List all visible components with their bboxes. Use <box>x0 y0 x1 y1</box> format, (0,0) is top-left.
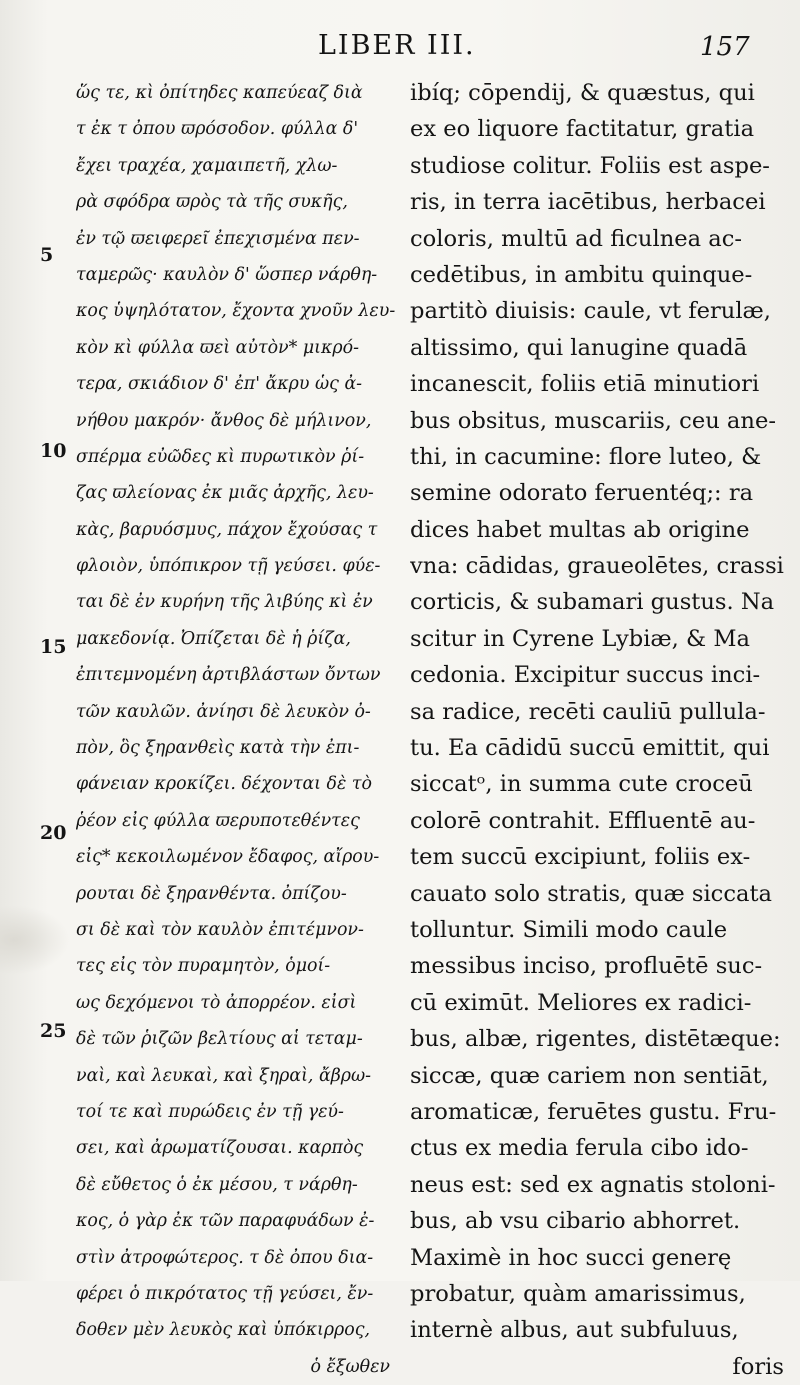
greek-text-column <box>76 75 398 1385</box>
latin-text-line: bus, ab vsu cibario abhorret. <box>410 1208 741 1235</box>
latin-text-line: siccæ, quæ cariem non sentiāt, <box>410 1062 769 1089</box>
greek-text-line: δοθεν μὲν λευκὸς καὶ ὑπόκιρρος, <box>76 1320 371 1341</box>
latin-text-line: foris <box>732 1353 784 1380</box>
latin-text-line: siccatᵒ, in summa cute croceū <box>410 771 753 798</box>
latin-text-line: internè albus, aut subfuluus, <box>410 1317 739 1344</box>
latin-text-line: ibíq; cōpendij, & quæstus, qui <box>410 80 755 106</box>
latin-text-line: ris, in terra iacētibus, herbacei <box>410 189 766 216</box>
greek-text-line: εἰς* κεκοιλωμένον ἔδαφος, αἴρου- <box>76 847 380 868</box>
greek-text-line: ἐν τῷ ϖειφερεῖ ἐπεχισμένα πεν- <box>76 228 360 249</box>
latin-text-line: studiose colitur. Foliis est aspe- <box>410 152 770 179</box>
line-number-10: 10 <box>40 440 67 462</box>
latin-text-line: partitò diuisis: caule, vt ferulæ, <box>410 298 771 325</box>
latin-text-line: tem succū excipiunt, foliis ex- <box>410 844 751 871</box>
greek-text-line: ρὰ σφόδρα ϖρὸς τὰ τῆς συκῆς, <box>76 192 348 213</box>
latin-text-line: probatur, quàm amarissimus, <box>410 1280 746 1307</box>
line-number-15: 15 <box>40 636 67 658</box>
latin-text-line: dices habet multas ab origine <box>410 516 750 543</box>
page-tear-stain <box>0 905 70 975</box>
latin-text-line: ctus ex media ferula cibo ido- <box>410 1135 749 1162</box>
greek-text-line: ἐπιτεμνομένη ἀρτιβλάστων ὄντων <box>76 665 381 686</box>
line-number-5: 5 <box>40 244 54 266</box>
latin-text-line: cedētibus, in ambitu quinque- <box>410 261 753 288</box>
greek-text-line: ἔχει τραχέα, χαμαιπετῆ, χλω- <box>76 155 338 176</box>
greek-text-line: σπέρμα εὐῶδες κὶ πυρωτικὸν ῥί- <box>76 446 365 467</box>
greek-text-line: σει, καὶ ἀρωματίζουσαι. καρπὸς <box>76 1138 364 1159</box>
greek-text-line: τες εἰς τὸν πυραμητὸν, ὁμοί- <box>76 956 331 977</box>
latin-text-line: bus obsitus, muscariis, ceu ane- <box>410 407 776 434</box>
greek-text-line: στὶν ἀτροφώτερος. τ δὲ ὀπου δια- <box>76 1247 374 1268</box>
latin-text-line: messibus inciso, profluētē suc- <box>410 953 763 980</box>
greek-text-line: τ ἐκ τ ὀπου ϖρόσοδον. φύλλα δ' <box>76 119 359 140</box>
greek-text-line: ὥς τε, κὶ ὀπίτηδες καπεύεαζ διὰ <box>76 83 363 103</box>
greek-text-line: κος ὑψηλότατον, ἔχοντα χνοῦν λευ- <box>76 301 396 322</box>
greek-text-line: δὲ τῶν ῥιζῶν βελτίους αἱ τεταμ- <box>76 1029 363 1050</box>
greek-text-line: πὸν, ὃς ξηρανθεὶς κατὰ τὴν ἐπι- <box>76 738 360 759</box>
greek-text-line: ως δεχόμενοι τὸ ἀπορρέον. εἰσὶ <box>76 992 357 1013</box>
greek-text-line: φάνειαν κροκίζει. δέχονται δὲ τὸ <box>76 774 372 795</box>
greek-text-line: ῥέον εἰς φύλλα ϖερυποτεθέντες <box>76 810 360 831</box>
latin-text-line: cedonia. Excipitur succus inci- <box>410 662 761 689</box>
latin-text-column <box>410 75 790 1385</box>
greek-text-line: δὲ εὔθετος ὁ ἐκ μέσου, τ νάρθη- <box>76 1174 358 1195</box>
latin-text-line: aromaticæ, feruētes gustu. Fru- <box>410 1098 777 1125</box>
greek-text-line: ταμερῶς· καυλὸν δ' ὥσπερ νάρθη- <box>76 264 378 285</box>
latin-text-line: tu. Ea cādidū succū emittit, qui <box>410 735 770 762</box>
greek-text-line: ὁ ἔξωθεν <box>310 1356 390 1377</box>
running-head-title: LIBER III. <box>318 30 476 61</box>
greek-text-line: νήθου μακρόν· ἄνθος δὲ μήλινον, <box>76 410 372 431</box>
latin-text-line: bus, albæ, rigentes, distētæque: <box>410 1026 781 1053</box>
greek-text-line: ναὶ, καὶ λευκαὶ, καὶ ξηραὶ, ἄβρω- <box>76 1065 372 1086</box>
greek-text-line: ται δὲ ἐν κυρήνη τῆς λιβύης κὶ ἐν <box>76 592 373 613</box>
greek-text-line: τερα, σκιάδιον δ' ἐπ' ἄκρυ ὡς ἀ- <box>76 374 363 395</box>
greek-text-line: τοί τε καὶ πυρώδεις ἐν τῇ γεύ- <box>76 1101 344 1122</box>
greek-text-line: κὰς, βαρυόσμυς, πάχον ἔχούσας τ <box>76 519 378 540</box>
latin-text-line: scitur in Cyrene Lybiæ, & Ma <box>410 625 750 652</box>
greek-text-line: φλοιὸν, ὑπόπικρον τῇ γεύσει. φύε- <box>76 556 381 577</box>
latin-text-line: coloris, multū ad ficulnea ac- <box>410 225 743 252</box>
latin-text-line: Maximè in hoc succi generę <box>410 1244 732 1271</box>
greek-text-line: μακεδονίᾳ. Ὀπίζεται δὲ ἡ ῥίζα, <box>76 628 351 649</box>
latin-text-line: sa radice, recēti cauliū pullula- <box>410 698 766 725</box>
latin-text-line: cauato solo stratis, quæ siccata <box>410 880 773 907</box>
latin-text-line: tolluntur. Simili modo caule <box>410 916 728 943</box>
latin-text-line: ex eo liquore factitatur, gratia <box>410 116 755 143</box>
latin-text-line: semine odorato feruentéq;: ra <box>410 480 754 507</box>
greek-text-line: ζας ϖλείονας ἐκ μιᾶς ἀρχῆς, λευ- <box>76 483 374 504</box>
latin-text-line: altissimo, qui lanugine quadā <box>410 334 748 361</box>
greek-text-line: τῶν καυλῶν. ἀνίησι δὲ λευκὸν ὀ- <box>76 701 371 722</box>
greek-text-line: κος, ὁ γὰρ ἐκ τῶν παραφυάδων ἐ- <box>76 1211 375 1232</box>
latin-text-line: incanescit, foliis etiā minutiori <box>410 371 760 398</box>
latin-text-line: corticis, & subamari gustus. Na <box>410 589 775 616</box>
greek-text-line: σι δὲ καὶ τὸν καυλὸν ἐπιτέμνον- <box>76 919 364 940</box>
line-number-20: 20 <box>40 822 67 844</box>
greek-text-line: κὸν κὶ φύλλα ϖεὶ αὐτὸν* μικρό- <box>76 337 359 358</box>
latin-text-line: neus est: sed ex agnatis stoloni- <box>410 1171 776 1198</box>
greek-text-line: φέρει ὁ πικρότατος τῇ γεύσει, ἔν- <box>76 1283 374 1304</box>
latin-text-line: thi, in cacumine: flore luteo, & <box>410 443 762 470</box>
latin-text-line: cū eximūt. Meliores ex radici- <box>410 989 752 1016</box>
latin-text-line: vna: cādidas, graueolētes, crassi <box>410 553 784 580</box>
greek-text-line: ρουται δὲ ξηρανθέντα. ὀπίζου- <box>76 883 347 904</box>
line-number-25: 25 <box>40 1020 67 1042</box>
page-number: 157 <box>700 32 750 62</box>
latin-text-line: colorē contrahit. Effluentē au- <box>410 807 756 834</box>
